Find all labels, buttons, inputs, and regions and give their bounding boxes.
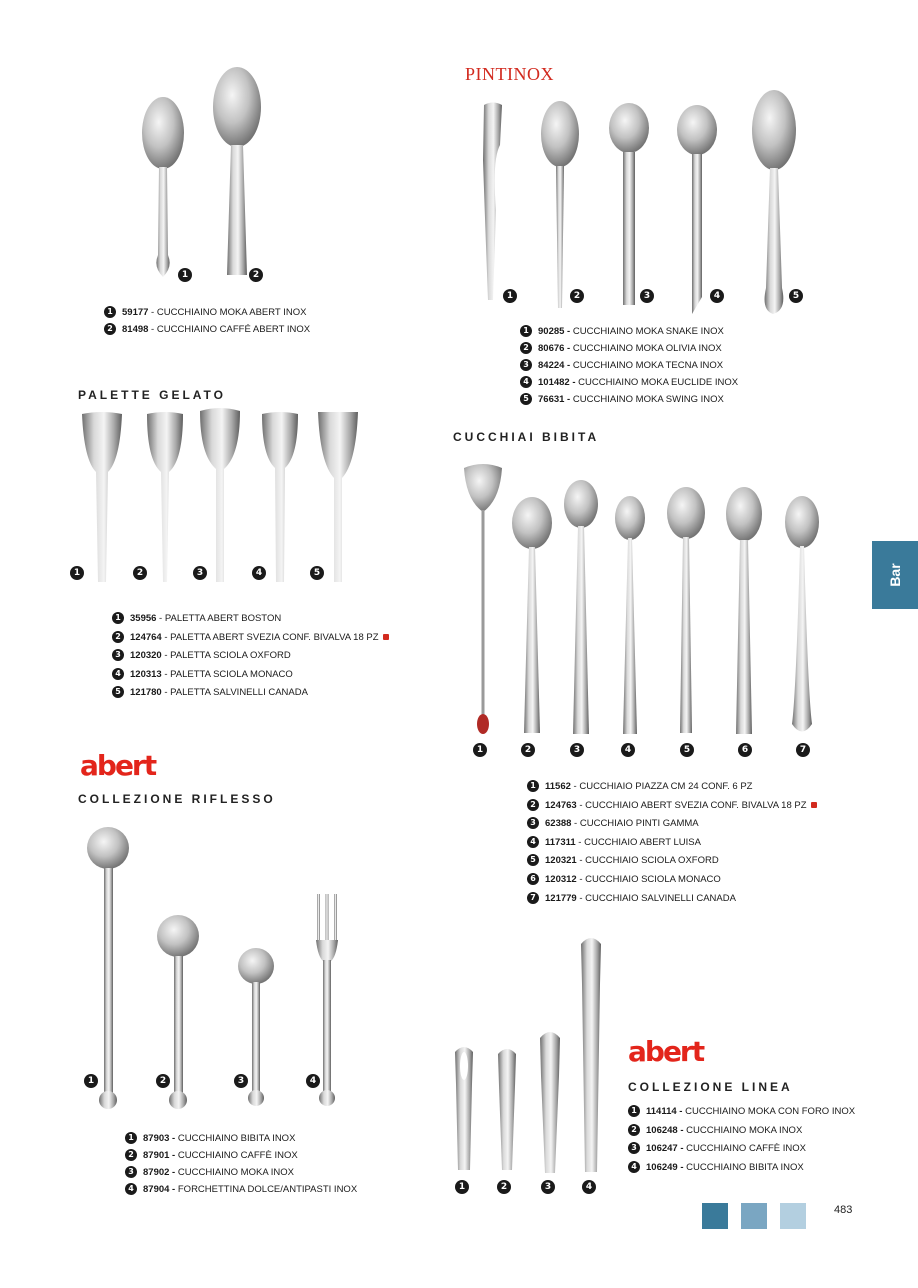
list-item: 1 87903 - CUCCHIAINO BIBITA INOX [125, 1130, 357, 1147]
marker-1: 1 [455, 1180, 469, 1194]
spoon-image [561, 478, 601, 740]
list-item: 3 62388 - CUCCHIAIO PINTI GAMMA [527, 815, 817, 834]
bar-spoon-image [460, 462, 506, 737]
list-item: 1 11562 - CUCCHIAIO PIAZZA CM 24 CONF. 6 PZ [527, 778, 817, 797]
list-item: 4 106249 - CUCCHIAINO BIBITA INOX [628, 1159, 855, 1178]
scoop-image [316, 408, 360, 585]
page-number: 483 [834, 1204, 853, 1216]
marker-2: 2 [156, 1074, 170, 1088]
marker-4: 4 [710, 289, 724, 303]
marker-2: 2 [249, 268, 263, 282]
marker-3: 3 [234, 1074, 248, 1088]
spoon-image [612, 494, 648, 740]
list-item: 7 121779 - CUCCHIAIO SALVINELLI CANADA [527, 890, 817, 909]
list-item: 1 114114 - CUCCHIAINO MOKA CON FORO INOX [628, 1103, 855, 1122]
new-marker [811, 802, 817, 808]
list-item: 3 120320 - PALETTA SCIOLA OXFORD [112, 647, 389, 666]
scoop-image [258, 410, 302, 585]
scoop-image [80, 410, 124, 585]
list-item: 5 121780 - PALETTA SALVINELLI CANADA [112, 684, 389, 703]
pintinox-moka-list [520, 323, 738, 408]
list-item: 2 80676 - CUCCHIAINO MOKA OLIVIA INOX [520, 340, 738, 357]
marker-2: 2 [521, 743, 535, 757]
section-title: PALETTE GELATO [78, 388, 227, 402]
marker-7: 7 [796, 743, 810, 757]
spoon-image [674, 102, 720, 314]
section-title: CUCCHIAI BIBITA [453, 430, 600, 444]
marker-4: 4 [306, 1074, 320, 1088]
list-item: 5 76631 - CUCCHIAINO MOKA SWING INOX [520, 391, 738, 408]
section-tab-label: Bar [887, 563, 903, 587]
marker-3: 3 [570, 743, 584, 757]
list-item: 6 120312 - CUCCHIAIO SCIOLA MONACO [527, 871, 817, 890]
spoon-image [495, 1046, 519, 1174]
spoon-image [664, 485, 708, 740]
section-title: COLLEZIONE LINEA [628, 1080, 793, 1094]
spoon-image [722, 486, 766, 740]
spoon-image [782, 494, 822, 740]
marker-3: 3 [193, 566, 207, 580]
collezione-linea-list [628, 1103, 855, 1177]
abert-logo: abert [80, 749, 156, 782]
list-item: 4 120313 - PALETTA SCIOLA MONACO [112, 666, 389, 685]
cucchiai-bibita-list [527, 778, 817, 908]
spoon-image [452, 1044, 476, 1174]
new-marker [383, 634, 389, 640]
marker-3: 3 [640, 289, 654, 303]
list-item: 5 120321 - CUCCHIAIO SCIOLA OXFORD [527, 852, 817, 871]
list-item: 1 35956 - PALETTA ABERT BOSTON [112, 610, 389, 629]
list-item: 1 90285 - CUCCHIAINO MOKA SNAKE INOX [520, 323, 738, 340]
marker-4: 4 [252, 566, 266, 580]
list-item: 4 101482 - CUCCHIAINO MOKA EUCLIDE INOX [520, 374, 738, 391]
list-item: 2 106248 - CUCCHIAINO MOKA INOX [628, 1122, 855, 1141]
marker-5: 5 [680, 743, 694, 757]
marker-5: 5 [789, 289, 803, 303]
abert-moka-list [104, 304, 310, 338]
list-item: 4 87904 - FORCHETTINA DOLCE/ANTIPASTI INOX [125, 1181, 357, 1198]
abert-logo: abert [628, 1035, 704, 1068]
section-tab-bar[interactable] [872, 541, 918, 609]
marker-1: 1 [473, 743, 487, 757]
spoon-image [537, 1028, 563, 1176]
spoon-image [135, 95, 195, 290]
spoon-image [578, 934, 604, 1176]
marker-1: 1 [70, 566, 84, 580]
marker-2: 2 [497, 1180, 511, 1194]
list-item: 4 117311 - CUCCHIAIO ABERT LUISA [527, 834, 817, 853]
palette-gelato-list [112, 610, 389, 703]
scoop-image [198, 405, 242, 585]
scoop-image [143, 410, 187, 585]
marker-1: 1 [84, 1074, 98, 1088]
pintinox-logo: PINTINOX [465, 64, 554, 84]
section-title: COLLEZIONE RIFLESSO [78, 792, 276, 806]
list-item: 3 106247 - CUCCHIAINO CAFFÈ INOX [628, 1140, 855, 1159]
marker-2: 2 [133, 566, 147, 580]
marker-3: 3 [541, 1180, 555, 1194]
marker-5: 5 [310, 566, 324, 580]
spoon-image [749, 88, 799, 318]
spoon-image [510, 495, 554, 740]
list-item: 2 124763 - CUCCHIAIO ABERT SVEZIA CONF. BIVALVA 18 PZ [527, 797, 817, 816]
marker-1: 1 [178, 268, 192, 282]
spoon-image [538, 98, 582, 313]
list-item: 2 124764 - PALETTA ABERT SVEZIA CONF. BIVALVA 18 PZ [112, 629, 389, 648]
color-swatch-light [780, 1203, 806, 1229]
collezione-riflesso-list [125, 1130, 357, 1198]
spoon-image [606, 100, 652, 310]
marker-4: 4 [582, 1180, 596, 1194]
marker-1: 1 [503, 289, 517, 303]
spoon-image [205, 65, 270, 290]
spoon-image [478, 100, 508, 305]
list-item: 1 59177 - CUCCHIAINO MOKA ABERT INOX [104, 304, 310, 321]
color-swatch-dark [702, 1203, 728, 1229]
marker-2: 2 [570, 289, 584, 303]
spoon-image [86, 826, 132, 1111]
list-item: 2 87901 - CUCCHIAINO CAFFÈ INOX [125, 1147, 357, 1164]
list-item: 3 84224 - CUCCHIAINO MOKA TECNA INOX [520, 357, 738, 374]
marker-6: 6 [738, 743, 752, 757]
color-swatch-medium [741, 1203, 767, 1229]
list-item: 3 87902 - CUCCHIAINO MOKA INOX [125, 1164, 357, 1181]
list-item: 2 81498 - CUCCHIAINO CAFFÉ ABERT INOX [104, 321, 310, 338]
marker-4: 4 [621, 743, 635, 757]
